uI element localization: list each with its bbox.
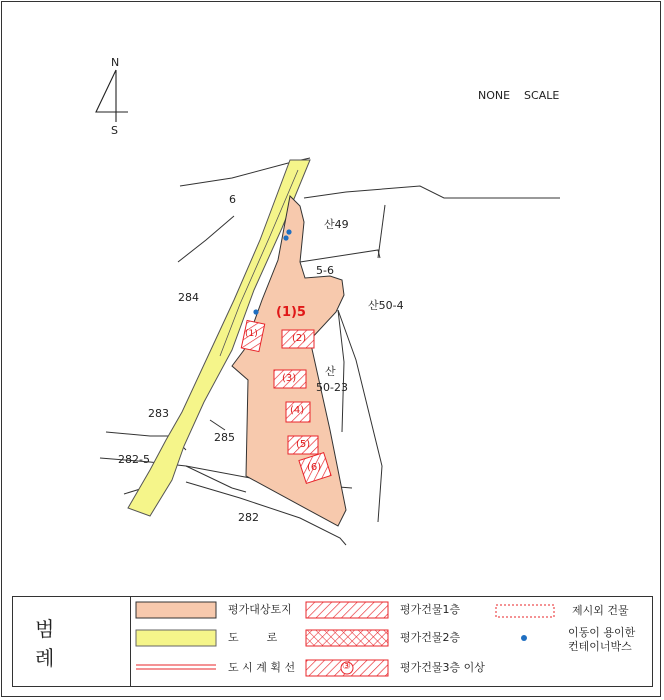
parcel-label: 284 <box>178 291 199 304</box>
parcel-label: 283 <box>148 407 169 420</box>
container-dot <box>253 309 258 314</box>
building-number: (4) <box>290 405 305 416</box>
parcel-label: 282-5 <box>118 453 150 466</box>
legend-box <box>12 596 653 687</box>
parcel-label: 산50-4 <box>368 299 404 312</box>
building-number: (5) <box>296 439 311 450</box>
container-dot <box>286 229 291 234</box>
legend-label: 평가건물2층 <box>400 631 461 644</box>
scale-text: NONE SCALE <box>478 89 560 102</box>
building-number: (6) <box>307 462 322 473</box>
north-arrow-icon <box>96 70 128 122</box>
legend-label: 이동이 용이한 <box>568 626 636 639</box>
parcel-label: 산 <box>325 365 336 378</box>
parcel-label: 50-23 <box>316 381 348 394</box>
parcel-label: 6 <box>229 193 236 206</box>
parcel-label: 282 <box>238 511 259 524</box>
legend-label: 도 시 계 획 선 <box>228 661 296 674</box>
container-dot <box>283 235 288 240</box>
legend-label: 평가건물3층 이상 <box>400 661 485 674</box>
legend-label: 제시외 건물 <box>572 604 629 617</box>
legend-floor3-number: ③ <box>342 661 351 672</box>
legend-label: 평가건물1층 <box>400 603 461 616</box>
parcel-label: 285 <box>214 431 235 444</box>
parcel-label: 5-6 <box>316 264 334 277</box>
legend-label: 컨테이너박스 <box>568 640 632 653</box>
south-label: S <box>111 124 118 137</box>
building-number: (3) <box>282 373 297 384</box>
legend-label: 평가대상토지 <box>228 603 292 616</box>
legend-label: 도 로 <box>228 631 278 644</box>
building-number: (2) <box>292 333 307 344</box>
north-label: N <box>111 56 120 69</box>
legend-title: 범 례 <box>13 597 131 686</box>
building-number: (1) <box>245 329 258 339</box>
subject-label: (1)5 <box>276 305 306 320</box>
parcel-label: 산49 <box>324 218 349 231</box>
